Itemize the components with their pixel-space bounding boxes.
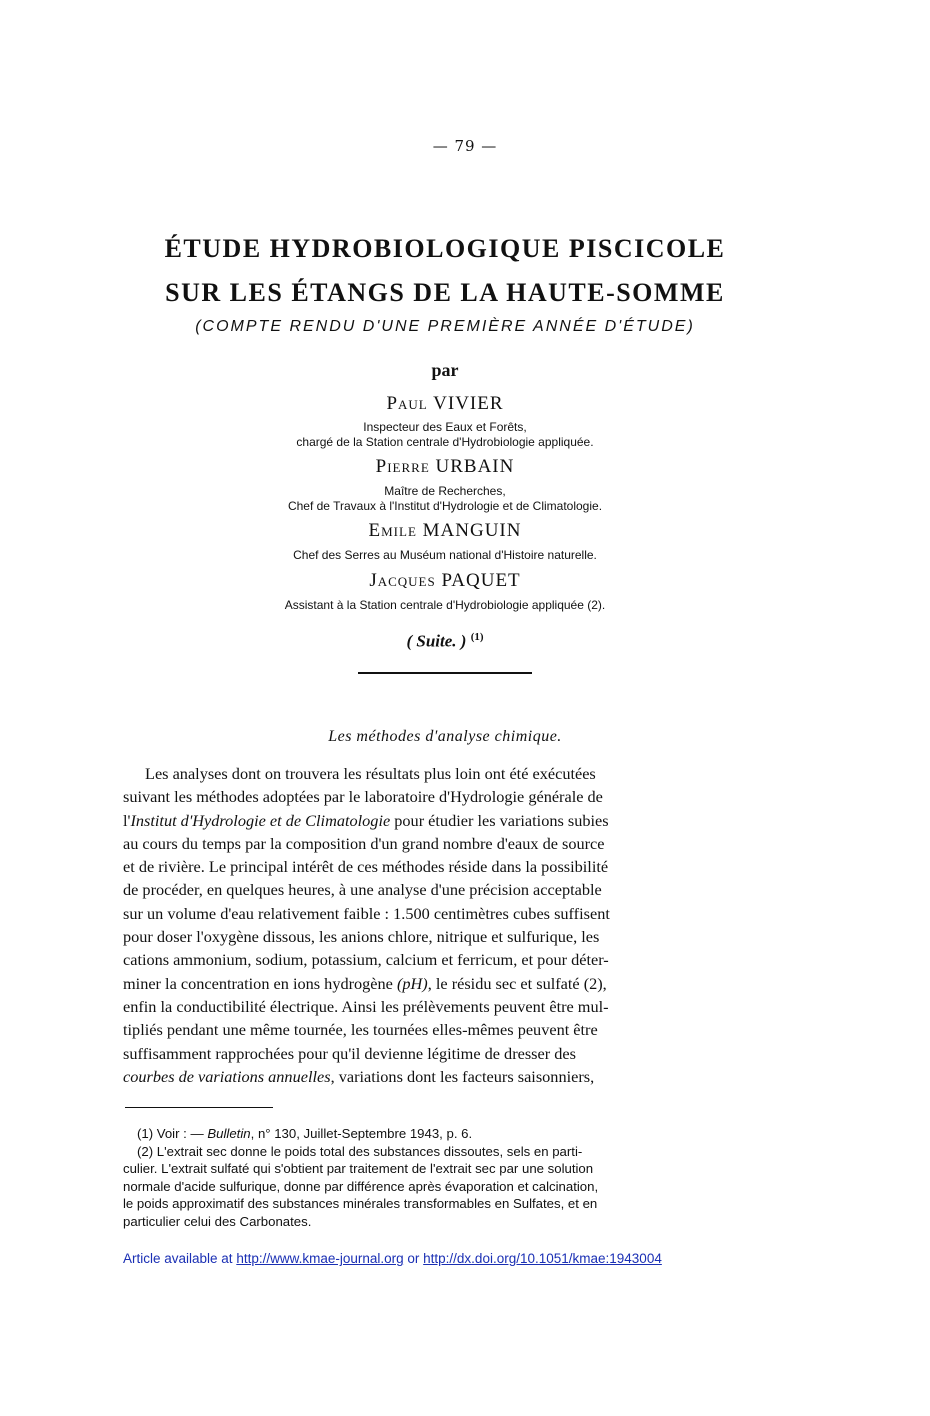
suite-text: ( Suite. ) <box>406 631 467 651</box>
ph-term: (pH) <box>396 973 428 993</box>
section-heading: Les méthodes d'analyse chimique. <box>328 728 562 745</box>
journal-name: Bulletin <box>207 1126 251 1141</box>
author-affiliation: Chef des Serres au Muséum national d'Histoire naturelle. <box>293 548 597 562</box>
body-text-run: pour étudier les variations subies <box>390 810 609 830</box>
availability-prefix: Article available at <box>123 1251 237 1266</box>
body-line: et de rivière. Le principal intérêt de ces méthodes réside dans la possibilité <box>123 857 609 877</box>
author-first-name: Pierre <box>375 456 430 477</box>
body-line: pour doser l'oxygène dissous, les anions chlore, nitrique et sulfurique, les <box>123 927 600 947</box>
body-text-run: , le résidu sec et sulfaté (2), <box>427 973 607 993</box>
footnote-1 <box>123 1125 769 1143</box>
footnote-2-line: culier. L'extrait sulfaté qui s'obtient par traitement de l'extrait sec par une solution <box>123 1161 594 1176</box>
article-title-line-2: SUR LES ÉTANGS DE LA HAUTE-SOMME <box>165 278 725 307</box>
author-last-name: VIVIER <box>433 393 504 414</box>
body-line <box>123 809 769 832</box>
author-last-name: PAQUET <box>441 570 521 591</box>
body-line: de procéder, en quelques heures, à une analyse d'une précision acceptable <box>123 880 602 900</box>
body-line: au cours du temps par la composition d'un grand nombre d'eaux de source <box>123 833 605 853</box>
body-line: sur un volume d'eau relativement faible : 1.500 centimètres cubes suffisent <box>123 903 610 923</box>
journal-link[interactable]: http://www.kmae-journal.org <box>236 1251 404 1266</box>
body-text-run: l' <box>123 810 131 830</box>
author-affiliation: chargé de la Station centrale d'Hydrobiologie appliquée. <box>296 435 594 449</box>
emphasized-term: courbes de variations annuelles <box>123 1066 331 1086</box>
body-line <box>123 1065 769 1088</box>
author-name <box>0 393 890 415</box>
article-availability <box>123 1251 662 1266</box>
section-divider <box>358 672 532 674</box>
article-title-line-1: ÉTUDE HYDROBIOLOGIQUE PISCICOLE <box>164 234 726 263</box>
body-line: suffisamment rapprochées pour qu'il devienne légitime de dresser des <box>123 1043 576 1063</box>
doi-link[interactable]: http://dx.doi.org/10.1051/kmae:1943004 <box>423 1251 662 1266</box>
author-affiliation: Assistant à la Station centrale d'Hydrobiologie appliquée (2). <box>284 598 606 612</box>
body-paragraph <box>123 762 769 1088</box>
body-line <box>123 972 769 995</box>
author-name <box>0 570 890 592</box>
footnote-divider <box>125 1107 273 1108</box>
body-text-run: miner la concentration en ions hydrogène <box>123 973 397 993</box>
author-affiliation: Inspecteur des Eaux et Forêts, <box>363 420 527 434</box>
footnotes <box>123 1125 769 1230</box>
author-name <box>0 456 890 478</box>
footnote-text: (1) Voir : — <box>137 1126 208 1141</box>
author-affiliation: Maître de Recherches, <box>384 484 506 498</box>
article-subtitle: (COMPTE RENDU D'UNE PREMIÈRE ANNÉE D'ÉTUDE) <box>195 318 695 335</box>
body-line: suivant les méthodes adoptées par le laboratoire d'Hydrologie générale de <box>123 787 603 807</box>
footnote-2-line: le poids approximatif des substances minérales transformables en Sulfates, et en <box>123 1196 598 1211</box>
footnote-2-line: particulier celui des Carbonates. <box>123 1213 312 1229</box>
body-line: Les analyses dont on trouvera les résultats plus loin ont été exécutées <box>145 764 596 783</box>
body-text-run: , variations dont les facteurs saisonniers, <box>330 1066 595 1086</box>
footnote-2-line: normale d'acide sulfurique, donne par différence après évaporation et calcination, <box>123 1178 599 1194</box>
availability-or: or <box>403 1251 424 1266</box>
author-first-name: Emile <box>368 520 417 541</box>
page-number: — 79 — <box>432 137 498 155</box>
author-affiliation: Chef de Travaux à l'Institut d'Hydrologie et de Climatologie. <box>287 499 603 513</box>
body-line: tipliés pendant une même tournée, les tournées elles-mêmes peuvent être <box>123 1020 598 1040</box>
by-label: par <box>431 360 459 380</box>
author-last-name: URBAIN <box>435 456 515 477</box>
author-first-name: Jacques <box>369 570 436 591</box>
footnote-ref: (1) <box>470 631 484 643</box>
footnote-text: , n° 130, Juillet-Septembre 1943, p. 6. <box>250 1126 473 1141</box>
continuation-label <box>0 631 890 652</box>
footnote-2-line: (2) L'extrait sec donne le poids total des substances dissoutes, sels en parti- <box>137 1143 583 1159</box>
body-line: enfin la conductibilité électrique. Ainsi les prélèvements peuvent être mul- <box>123 996 609 1016</box>
author-last-name: MANGUIN <box>422 520 522 541</box>
body-line: cations ammonium, sodium, potassium, calcium et ferricum, et pour déter- <box>123 950 609 970</box>
institute-name: Institut d'Hydrologie et de Climatologie <box>130 810 391 830</box>
author-name <box>0 520 890 542</box>
author-first-name: Paul <box>386 393 428 414</box>
